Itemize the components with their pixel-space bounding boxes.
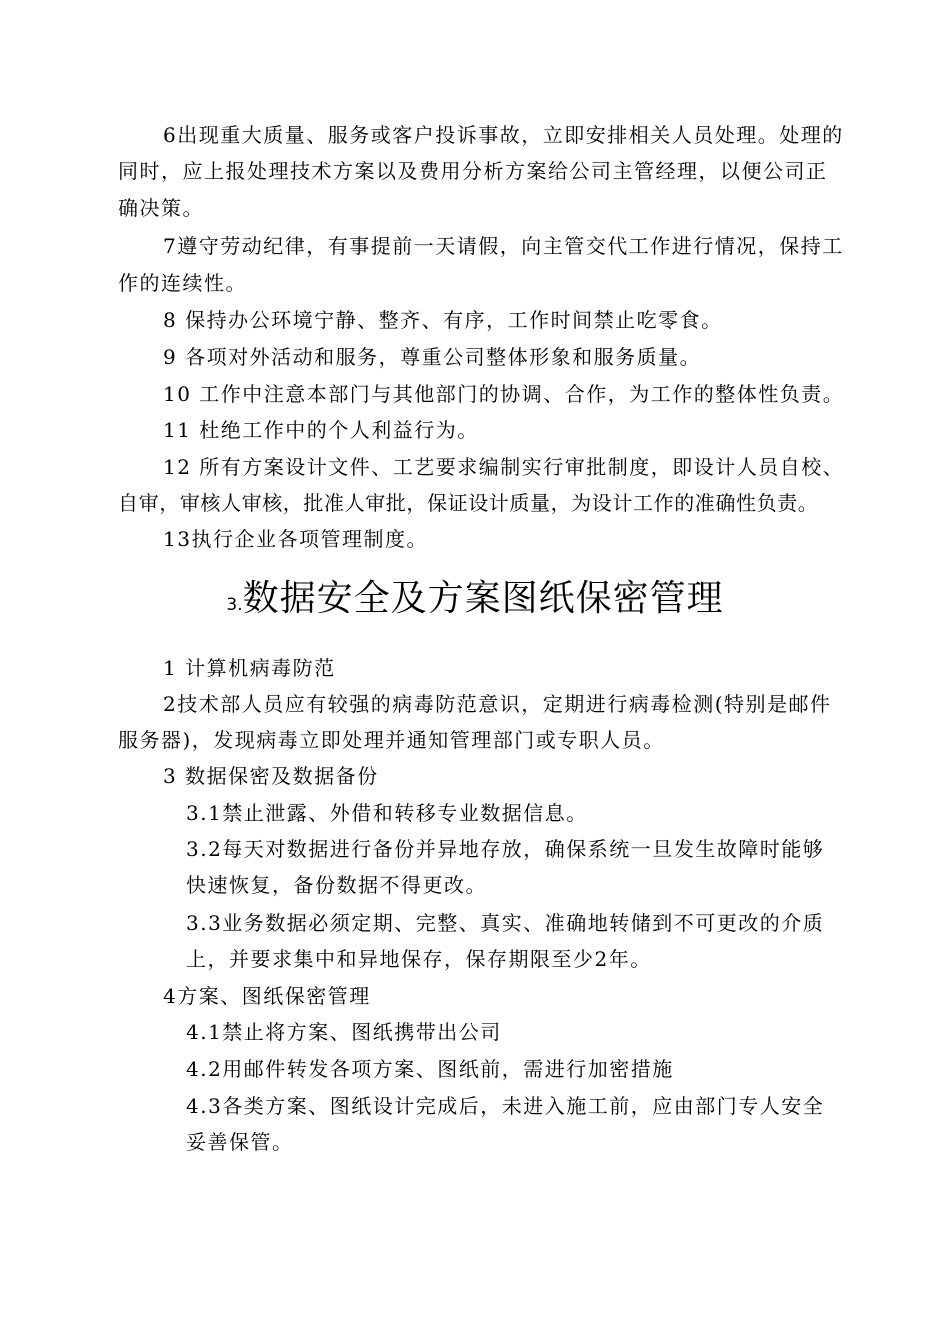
- rule-7-line-1: 7遵守劳动纪律，有事提前一天请假，向主管交代工作进行情况，保持工: [163, 234, 844, 258]
- item-3: 3 数据保密及数据备份: [163, 764, 379, 788]
- item-4: 4方案、图纸保密管理: [163, 984, 371, 1008]
- rule-7-line-2: 作的连续性。: [118, 271, 247, 295]
- item-4-3-line-2: 妥善保管。: [186, 1130, 294, 1154]
- item-4-2: 4.2用邮件转发各项方案、图纸前，需进行加密措施: [186, 1057, 674, 1081]
- item-3-3-line-1: 3.3业务数据必须定期、完整、真实、准确地转储到不可更改的介质: [186, 911, 825, 935]
- rule-8: 8 保持办公环境宁静、整齐、有序，工作时间禁止吃零食。: [163, 308, 723, 332]
- item-4-1: 4.1禁止将方案、图纸携带出公司: [186, 1020, 502, 1044]
- item-2-line-1: 2技术部人员应有较强的病毒防范意识，定期进行病毒检测(特别是邮件: [163, 692, 832, 716]
- item-3-1: 3.1禁止泄露、外借和转移专业数据信息。: [186, 801, 588, 825]
- rule-10: 10 工作中注意本部门与其他部门的协调、合作，为工作的整体性负责。: [163, 382, 845, 406]
- rule-6-line-3: 确决策。: [118, 196, 204, 220]
- item-4-3-line-1: 4.3各类方案、图纸设计完成后，未进入施工前，应由部门专人安全: [186, 1094, 825, 1118]
- item-2-line-2: 服务器)，发现病毒立即处理并通知管理部门或专职人员。: [118, 728, 665, 752]
- rule-13: 13执行企业各项管理制度。: [163, 527, 428, 551]
- section-title: 数据安全及方案图纸保密管理: [242, 578, 724, 619]
- rule-12-line-1: 12 所有方案设计文件、工艺要求编制实行审批制度，即设计人员自校、: [163, 455, 845, 479]
- rule-12-line-2: 自审，审核人审核，批准人审批，保证设计质量，为设计工作的准确性负责。: [118, 491, 819, 515]
- item-3-2-line-2: 快速恢复，备份数据不得更改。: [186, 873, 487, 897]
- item-3-3-line-2: 上，并要求集中和异地保存，保存期限至少2年。: [186, 947, 652, 971]
- section-heading: [0, 570, 950, 621]
- rule-9: 9 各项对外活动和服务，尊重公司整体形象和服务质量。: [163, 345, 702, 369]
- item-3-2-line-1: 3.2每天对数据进行备份并异地存放，确保系统一旦发生故障时能够: [186, 837, 825, 861]
- rule-11: 11 杜绝工作中的个人利益行为。: [163, 418, 479, 442]
- rule-6-line-1: 6出现重大质量、服务或客户投诉事故，立即安排相关人员处理。处理的: [163, 123, 844, 147]
- rule-6-line-2: 同时，应上报处理技术方案以及费用分析方案给公司主管经理，以便公司正: [118, 159, 828, 183]
- section-number: 3.: [226, 595, 243, 615]
- item-1: 1 计算机病毒防范: [163, 656, 336, 680]
